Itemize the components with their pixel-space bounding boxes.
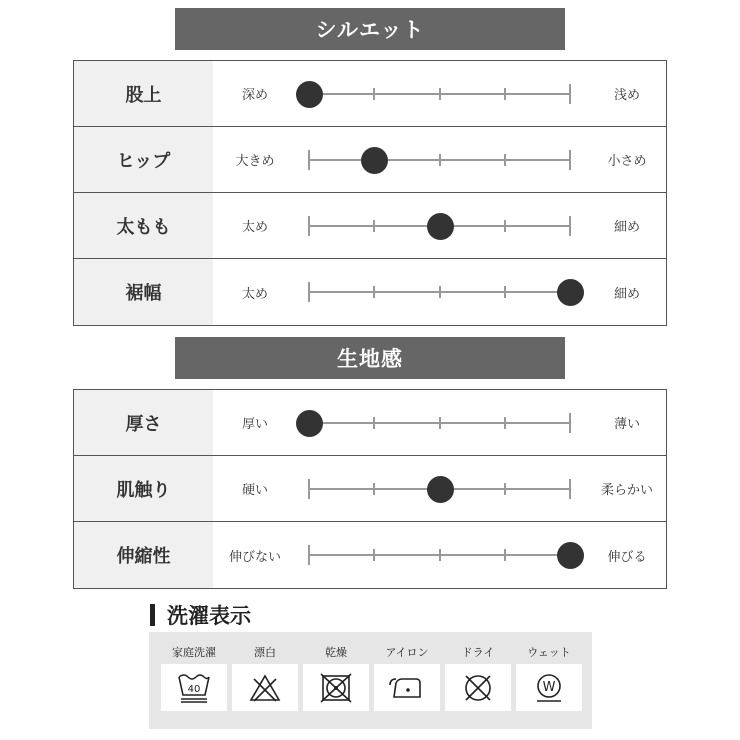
no-dry-clean-icon [445, 664, 511, 711]
silhouette-header [175, 8, 565, 50]
wash-title-text: 洗濯表示 [167, 604, 251, 628]
row-label: 伸縮性 [74, 522, 213, 588]
rating-scale [309, 127, 570, 192]
scale-tick [504, 220, 506, 232]
scale-marker [296, 81, 323, 108]
scale-tick [308, 150, 310, 170]
no-tumble-dry-icon [303, 664, 369, 711]
rating-scale [309, 456, 570, 521]
row-label: 肌触り [74, 456, 213, 521]
wet-clean-icon [516, 664, 582, 711]
scale-tick [504, 417, 506, 429]
wash-item-dry [303, 632, 369, 729]
scale-tick [308, 545, 310, 565]
wash-label: 乾燥 [325, 646, 347, 659]
scale-left-label: 硬い [241, 483, 268, 498]
rating-row [74, 127, 666, 193]
scale-tick [439, 549, 441, 561]
scale-marker [557, 542, 584, 569]
scale-tick [308, 282, 310, 302]
scale-tick [569, 413, 571, 433]
scale-tick [373, 286, 375, 298]
scale-left-label: 太め [241, 286, 268, 302]
rating-scale [309, 259, 570, 325]
scale-tick [439, 286, 441, 298]
wash-label: ドライ [461, 646, 495, 659]
scale-marker [427, 213, 454, 240]
rating-row [74, 522, 666, 588]
scale-right-label: 薄い [613, 417, 640, 432]
scale-tick [569, 150, 571, 170]
wash-temp: 40 [187, 683, 201, 695]
scale-tick [308, 216, 310, 236]
wash-item-home-wash [161, 632, 227, 729]
scale-marker [296, 410, 323, 437]
scale-tick [373, 549, 375, 561]
scale-marker [557, 279, 584, 306]
scale-tick [504, 286, 506, 298]
scale-left-label: 深め [241, 88, 268, 103]
scale-left-label: 大きめ [235, 154, 275, 169]
wash-tub-40-icon [161, 664, 227, 711]
row-label: 厚さ [74, 390, 213, 455]
rating-scale [309, 61, 570, 126]
wash-title-bar [150, 604, 155, 626]
scale-tick [373, 88, 375, 100]
rating-scale [309, 193, 570, 258]
rating-scale [309, 522, 570, 588]
scale-tick [504, 549, 506, 561]
scale-marker [361, 147, 388, 174]
wash-item-dry-clean [445, 632, 511, 729]
row-label: 裾幅 [74, 259, 213, 325]
wash-item-bleach [232, 632, 298, 729]
scale-tick [439, 154, 441, 166]
wash-label: ウェット [527, 646, 571, 659]
wash-title [150, 602, 251, 628]
row-label: 股上 [74, 61, 213, 126]
wash-label: 家庭洗濯 [172, 646, 216, 659]
scale-tick [504, 88, 506, 100]
scale-tick [569, 84, 571, 104]
scale-tick [373, 417, 375, 429]
wash-label: アイロン [385, 646, 429, 659]
scale-tick [439, 88, 441, 100]
rating-row [74, 390, 666, 456]
wash-item-wet [516, 632, 582, 729]
scale-right-label: 伸びる [607, 549, 647, 565]
silhouette-table [73, 60, 667, 326]
rating-row [74, 456, 666, 522]
row-label: 太もも [74, 193, 213, 258]
texture-header [175, 337, 565, 379]
scale-tick [373, 483, 375, 495]
wash-item-iron [374, 632, 440, 729]
wash-panel [149, 632, 592, 729]
scale-tick [569, 479, 571, 499]
scale-tick [373, 220, 375, 232]
scale-tick [504, 483, 506, 495]
scale-marker [427, 476, 454, 503]
scale-right-label: 細め [613, 220, 640, 235]
scale-right-label: 細め [613, 286, 640, 302]
scale-right-label: 小さめ [607, 154, 647, 169]
rating-row [74, 193, 666, 259]
rating-row [74, 259, 666, 325]
scale-left-label: 厚い [241, 417, 268, 432]
silhouette-title: シルエット [315, 18, 425, 42]
texture-title: 生地感 [337, 347, 403, 371]
no-bleach-icon [232, 664, 298, 711]
scale-tick [439, 417, 441, 429]
scale-right-label: 浅め [613, 88, 640, 103]
texture-table [73, 389, 667, 589]
scale-tick [308, 479, 310, 499]
scale-tick [569, 216, 571, 236]
row-label: ヒップ [74, 127, 213, 192]
rating-scale [309, 390, 570, 455]
scale-tick [504, 154, 506, 166]
scale-left-label: 伸びない [228, 549, 281, 565]
scale-left-label: 太め [241, 220, 268, 235]
wash-label: 漂白 [254, 646, 276, 659]
wet-letter: W [542, 679, 556, 695]
iron-low-icon [374, 664, 440, 711]
scale-right-label: 柔らかい [600, 483, 653, 498]
rating-row [74, 61, 666, 127]
